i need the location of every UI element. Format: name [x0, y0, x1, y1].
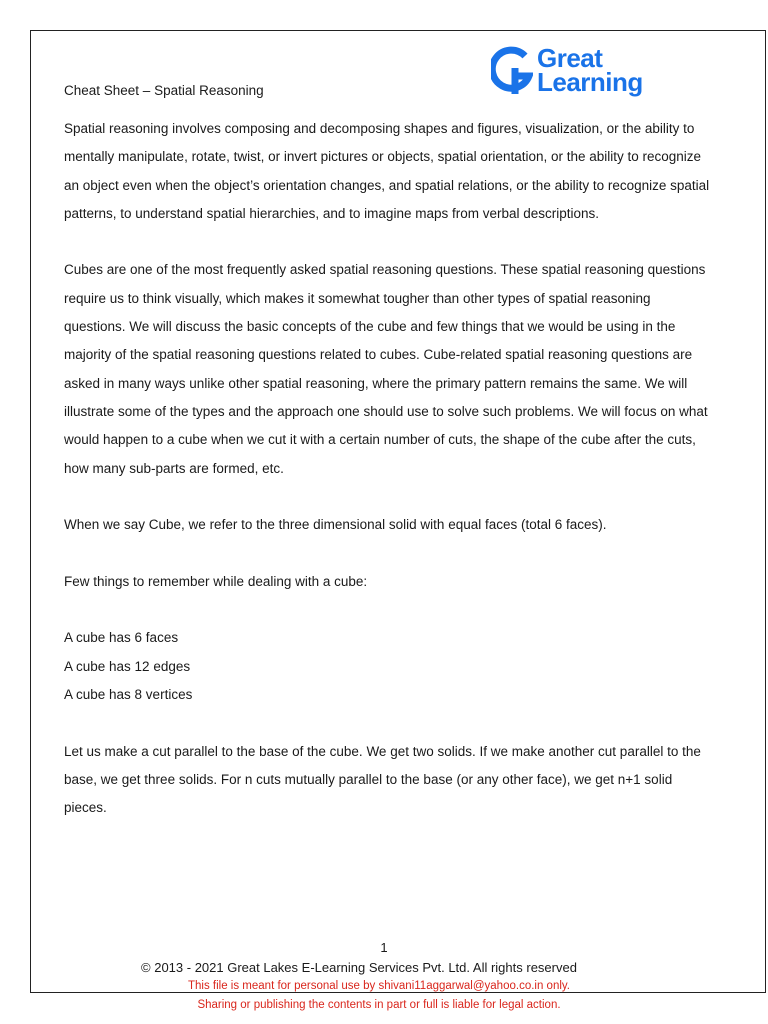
copyright-notice: © 2013 - 2021 Great Lakes E-Learning Services Pvt. Ltd. All rights reserved [141, 960, 577, 975]
document-title: Cheat Sheet – Spatial Reasoning [64, 83, 264, 98]
fact-edges: A cube has 12 edges [64, 658, 191, 674]
paragraph-cuts: Let us make a cut parallel to the base of the cube. We get two solids. If we make another cut parallel to the base, we get three solids. For n cuts mutually parallel to the base (or any other face), we get n+1 solid pieces. [64, 743, 701, 816]
fact-vertices: A cube has 8 vertices [64, 686, 193, 702]
watermark-warning-line2: Sharing or publishing the contents in part or full is liable for legal action. [197, 999, 561, 1011]
logo-word-great: Great [537, 43, 603, 73]
great-learning-g-icon [491, 46, 533, 96]
paragraph-intro: Spatial reasoning involves composing and decomposing shapes and figures, visualization, or the ability to mentally manipulate, rotate, twist, or invert pictures or objects, spatial orientation, or the ability to recognize an object even when the object’s orientation changes, and spatial relations, or the ability to recognize spatial patterns, to understand spatial hierarchies, and to imagine maps from verbal descriptions. [64, 121, 710, 221]
page-number: 1 [380, 940, 388, 955]
paragraph-remember: Few things to remember while dealing with a cube: [64, 573, 368, 589]
document-body [64, 115, 714, 822]
fact-faces: A cube has 6 faces [64, 630, 179, 646]
paragraph-cube-definition: When we say Cube, we refer to the three dimensional solid with equal faces (total 6 faces). [64, 517, 607, 533]
paragraph-cubes: Cubes are one of the most frequently asked spatial reasoning questions. These spatial reasoning questions require us to think visually, which makes it somewhat tougher than other types of spatial reasoning questions. We will discuss the basic concepts of the cube and few things that we would be using in the majority of the spatial reasoning questions related to cubes. Cube-related spatial reasoning questions are asked in many ways unlike other spatial reasoning, where the primary pattern remains the same. We will illustrate some of the types and the approach one should use to solve such problems. We will focus on what would happen to a cube when we cut it with a certain number of cuts, the shape of the cube after the cuts, how many sub-parts are formed, etc. [64, 262, 708, 476]
logo-word-learning: Learning [537, 67, 643, 97]
great-learning-logo [491, 44, 656, 100]
watermark-warning-line1: This file is meant for personal use by shivani11aggarwal@yahoo.co.in only. [187, 980, 570, 992]
